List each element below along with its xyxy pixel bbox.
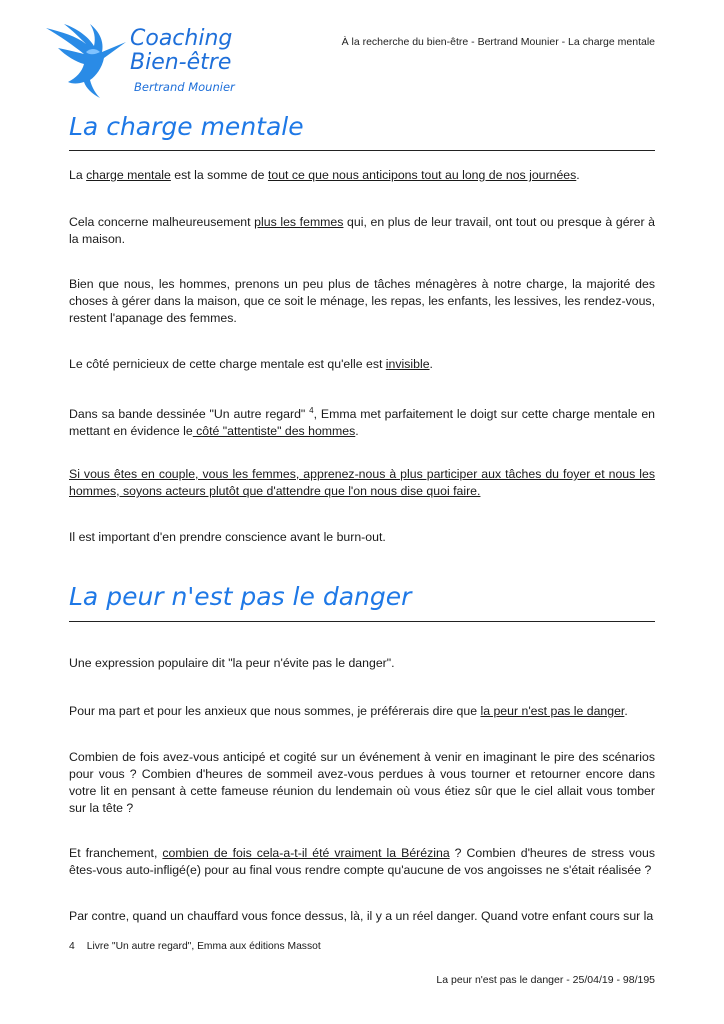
paragraph: Dans sa bande dessinée "Un autre regard" $^4$, Emma met parfaitement le doigt sur cette charge mentale en mettant en évidence le côté "attentiste" des hommes.: [69, 406, 655, 439]
running-header: À la recherche du bien-être - Bertrand Mounier - La charge mentale: [341, 36, 655, 48]
page-footer: La peur n'est pas le danger - 25/04/19 - 98/195: [436, 974, 655, 986]
logo-author: Bertrand Mounier: [134, 80, 235, 94]
logo-title-line2: Bien-être: [130, 50, 232, 75]
paragraph: La charge mentale est la somme de tout ce que nous anticipons tout au long de nos journées.: [69, 168, 580, 182]
paragraph: Si vous êtes en couple, vous les femmes, apprenez-nous à plus participer aux tâches du foyer et nous les hommes, soyons acteurs plutôt que d'attendre que l'on nous dise quoi faire.: [69, 467, 655, 498]
paragraph: Combien de fois avez-vous anticipé et cogité sur un événement à venir en imaginant le pire des scénarios pour vous ? Combien d'heures de sommeil avez-vous perdues à vous tourner et retourner encore dans votre lit en pensant à cette fameuse réunion du lendemain où vous étiez sûr que le ciel allait vous tomber sur la tête ?: [69, 750, 655, 815]
paragraph: Et franchement, combien de fois cela-a-t-il été vraiment la Bérézina ? Combien d'heures de stress vous êtes-vous auto-infligé(e) pour au final vous rendre compte qu'aucune de vos angoisses ne s'était réalisée ?: [69, 846, 655, 877]
paragraph: Par contre, quand un chauffard vous fonce dessus, là, il y a un réel danger. Quand votre enfant cours sur la: [69, 909, 654, 923]
section-title-peur: La peur n'est pas le danger: [69, 582, 412, 611]
logo: [42, 22, 242, 102]
section-title-charge-mentale: La charge mentale: [69, 112, 304, 141]
paragraph: Le côté pernicieux de cette charge mentale est qu'elle est invisible.: [69, 357, 433, 371]
paragraph: Pour ma part et pour les anxieux que nous sommes, je préférerais dire que la peur n'est pas le danger.: [69, 704, 628, 718]
paragraph: Une expression populaire dit "la peur n'évite pas le danger".: [69, 656, 395, 670]
paragraph: Il est important d'en prendre conscience avant le burn-out.: [69, 530, 386, 544]
footnote: [69, 941, 321, 952]
hummingbird-icon: [42, 22, 132, 102]
footnote-number: 4: [69, 941, 75, 952]
title-rule: [69, 150, 655, 151]
title-rule: [69, 621, 655, 622]
paragraph: Bien que nous, les hommes, prenons un peu plus de tâches ménagères à notre charge, la majorité des choses à gérer dans la maison, que ce soit le ménage, les repas, les enfants, les lessives, les rendez-vous, restent l'apanage des femmes.: [69, 277, 655, 325]
logo-title-line1: Coaching: [130, 26, 233, 51]
footnote-text: Livre "Un autre regard", Emma aux éditions Massot: [86, 941, 321, 952]
paragraph: Cela concerne malheureusement plus les femmes qui, en plus de leur travail, ont tout ou presque à gérer à la maison.: [69, 215, 656, 246]
footnote-ref: 4: [309, 406, 314, 415]
